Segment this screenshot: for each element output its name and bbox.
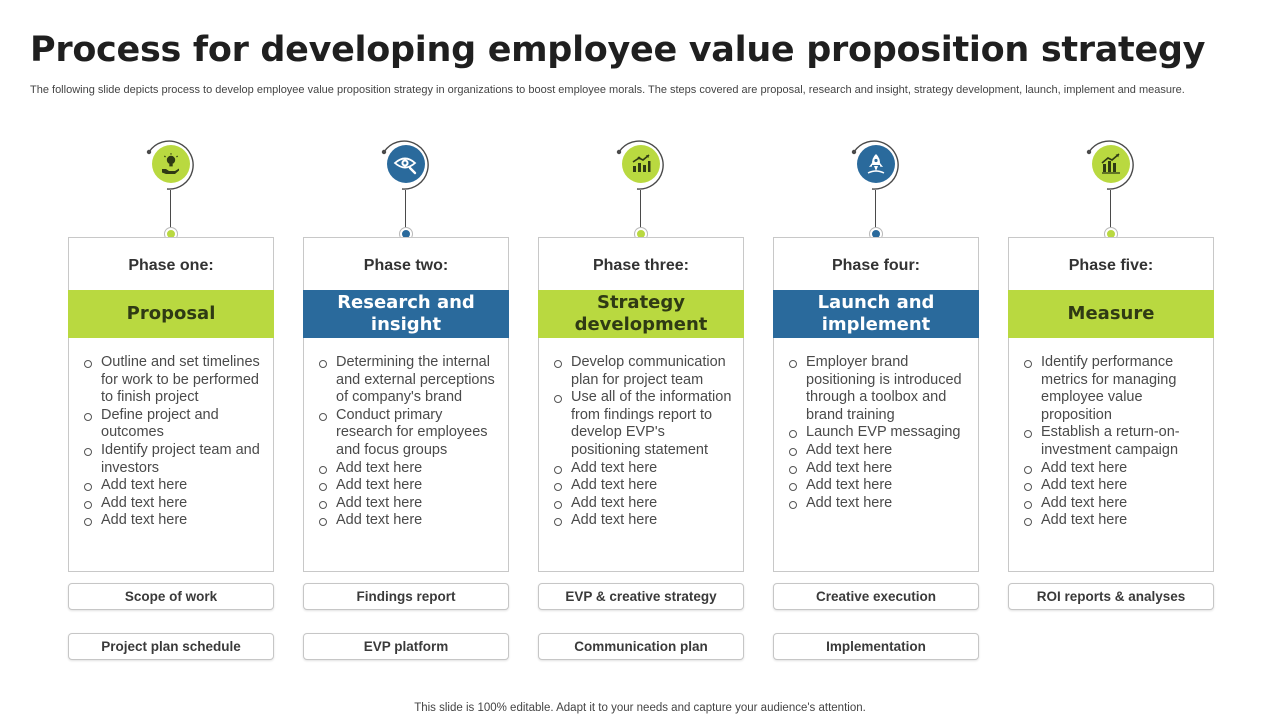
bullet-item: Determining the internal and external perceptions of company's brand (318, 354, 502, 407)
phase-badge (1092, 145, 1130, 183)
phase-badge (622, 145, 660, 183)
bullet-item: Develop communication plan for project team (553, 354, 737, 389)
phase-card (538, 237, 744, 572)
connector-line (640, 190, 641, 230)
bullet-item: Add text here (553, 512, 737, 530)
slide-title: Process for developing employee value proposition strategy (30, 30, 1206, 70)
bullet-item: Add text here (788, 460, 972, 478)
connector-line (405, 190, 406, 230)
bullet-item: Add text here (1023, 512, 1207, 530)
phase-column (68, 136, 274, 666)
deliverable-box: Project plan schedule (68, 633, 274, 660)
slide-subtitle: The following slide depicts process to develop employee value proposition strategy in organizations to boost employee morals. The steps covered are proposal, research and insight, strategy development, launch, implement and measure. (30, 84, 1185, 96)
phase-label: Phase three: (592, 257, 690, 274)
bullet-item: Conduct primary research for employees and focus groups (318, 407, 502, 460)
footer-note: This slide is 100% editable. Adapt it to your needs and capture your audience's attention. (414, 702, 866, 714)
bullet-item: Add text here (788, 477, 972, 495)
phase-label: Phase two: (363, 257, 449, 274)
phase-label: Phase five: (1068, 257, 1154, 274)
phase-label: Phase four: (831, 257, 920, 274)
bullet-item: Define project and outcomes (83, 407, 267, 442)
bullet-item: Add text here (318, 495, 502, 513)
bullet-item: Add text here (83, 477, 267, 495)
deliverable-box: Creative execution (773, 583, 979, 610)
bullet-item: Add text here (553, 477, 737, 495)
lightbulb-hand-icon (159, 152, 183, 176)
bullet-item: Add text here (83, 495, 267, 513)
deliverable-box: EVP platform (303, 633, 509, 660)
deliverable-box: Communication plan (538, 633, 744, 660)
connector-line (1110, 190, 1111, 230)
phase-card (773, 237, 979, 572)
bullet-item: Add text here (788, 442, 972, 460)
bullet-item: Identify performance metrics for managing employee value proposition (1023, 354, 1207, 424)
phase-bullet-list (318, 354, 502, 530)
phase-bullet-list (788, 354, 972, 512)
phase-bullet-list (83, 354, 267, 530)
bullet-item: Add text here (83, 512, 267, 530)
bullet-item: Add text here (1023, 460, 1207, 478)
connector-line (875, 190, 876, 230)
deliverable-box: Scope of work (68, 583, 274, 610)
eye-magnifier-icon (393, 151, 419, 177)
bullet-item: Add text here (788, 495, 972, 513)
deliverable-box: Findings report (303, 583, 509, 610)
bullet-item: Launch EVP messaging (788, 424, 972, 442)
phase-column (773, 136, 979, 666)
bullet-item: Identify project team and investors (83, 442, 267, 477)
deliverable-box: Implementation (773, 633, 979, 660)
phase-badge (152, 145, 190, 183)
bullet-item: Add text here (553, 495, 737, 513)
bullet-item: Add text here (318, 477, 502, 495)
bullet-item: Add text here (1023, 477, 1207, 495)
phase-label: Phase one: (128, 257, 214, 274)
bullet-item: Add text here (553, 460, 737, 478)
bullet-item: Add text here (1023, 495, 1207, 513)
bullet-item: Outline and set timelines for work to be performed to finish project (83, 354, 267, 407)
bullet-item: Employer brand positioning is introduced through a toolbox and brand training (788, 354, 972, 424)
phase-bullet-list (553, 354, 737, 530)
phase-title-band: Proposal (68, 290, 274, 338)
bullet-item: Use all of the information from findings report to develop EVP's positioning statement (553, 389, 737, 459)
deliverable-box: ROI reports & analyses (1008, 583, 1214, 610)
bar-chart-up-icon (1099, 152, 1123, 176)
phase-title-band: Launch and implement (773, 290, 979, 338)
bullet-item: Add text here (318, 512, 502, 530)
phase-column (303, 136, 509, 666)
bullet-item: Add text here (318, 460, 502, 478)
phase-title-band: Measure (1008, 290, 1214, 338)
phase-card (303, 237, 509, 572)
phase-title-band: Strategy development (538, 290, 744, 338)
phase-column (538, 136, 744, 666)
rocket-icon (864, 152, 888, 176)
growth-chart-icon (629, 152, 653, 176)
phase-badge (387, 145, 425, 183)
phase-badge (857, 145, 895, 183)
phase-title-band: Research and insight (303, 290, 509, 338)
phase-column (1008, 136, 1214, 666)
connector-line (170, 190, 171, 230)
phase-bullet-list (1023, 354, 1207, 530)
phase-card (68, 237, 274, 572)
deliverable-box: EVP & creative strategy (538, 583, 744, 610)
phase-card (1008, 237, 1214, 572)
bullet-item: Establish a return-on-investment campaign (1023, 424, 1207, 459)
